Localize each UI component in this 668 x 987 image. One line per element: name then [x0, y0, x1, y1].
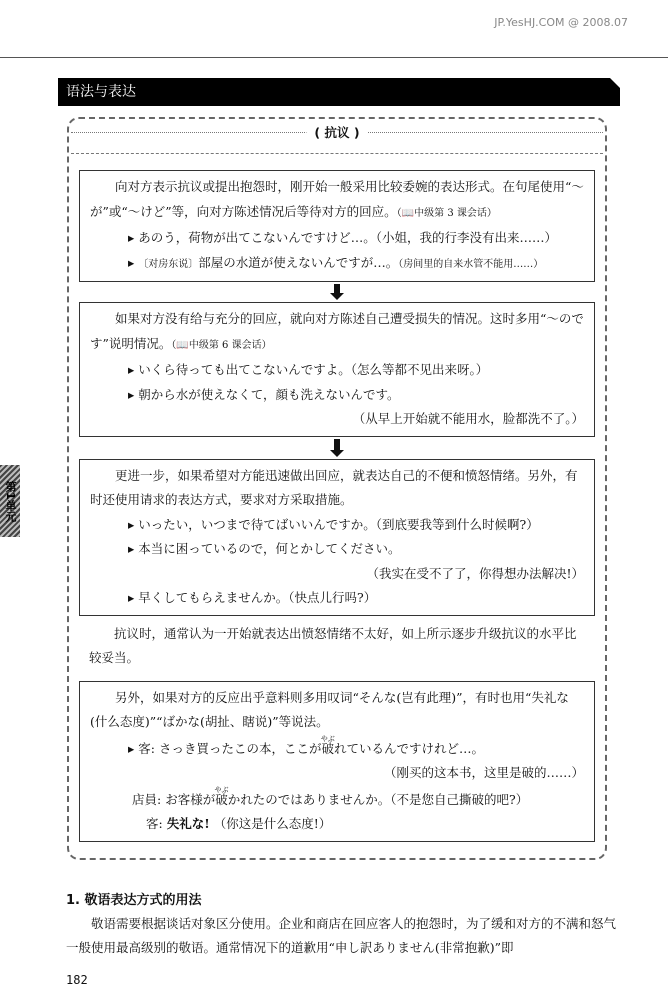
step1-box: [79, 170, 595, 282]
example-jp: 朝から水が使えなくて，顔も洗えないんです。: [138, 386, 400, 402]
protest-box: [67, 117, 607, 860]
section-bar: [58, 78, 620, 106]
step3-box: [79, 459, 595, 616]
ruby-word: [214, 785, 229, 807]
example-jp: いったい，いつまで待てばいいんですか。: [138, 516, 376, 532]
interjection-box: [79, 681, 595, 842]
down-arrow-icon: [330, 437, 344, 459]
example-item: ▸ 早くしてもらえませんか。（快点儿行吗?）: [128, 590, 377, 605]
step2-text: [90, 307, 584, 358]
step1-text: [90, 175, 584, 226]
section-text: 敬语需要根据谈话对象区分使用。企业和商店在回应客人的抱怨时，为了缓和对方的不满和怒气一般使用最高级别的敬语。通常情况下的道歉用“申し訳ありません(非常抱歉)”即: [66, 915, 617, 955]
dialog-jp: かれたのではありませんか。: [227, 791, 391, 807]
ruby-base: 破: [320, 740, 335, 756]
box-title-row: [71, 119, 603, 154]
step1-desc: 向对方表示抗议或提出抱怨时，刚开始一般采用比较委婉的表达形式。在句尾使用“～が”或“～けど”等，向对方陈述情况后等待对方的回应。: [90, 179, 584, 219]
example-jp: 部屋の水道が使えないんですが…。: [198, 254, 399, 270]
example-item: ▸ あのう，荷物が出てこないんですけど…。（小姐，我的行李没有出来……）: [128, 230, 558, 245]
dialog-line: [90, 786, 584, 813]
folded-corner-icon: [610, 78, 620, 88]
dialog-line: ▸ 客: さっき買ったこの本，ここが破やぶれているんですけれど…。: [128, 734, 484, 756]
example-cn: （小姐，我的行李没有出来……）: [375, 230, 558, 245]
example-cn: （房间里的自来水管不能用……）: [398, 258, 544, 270]
section-heading: 1. 敬语表达方式的用法: [66, 892, 202, 908]
example-cn: （到底要我等到什么时候啊?）: [375, 516, 539, 532]
example-jp: 早くしてもらえませんか。: [138, 590, 289, 605]
speaker: 客:: [146, 816, 163, 831]
example-jp: 本当に困っているので，何とかしてください。: [138, 541, 401, 556]
step1-ref: （📖中级第 3 课会话）: [396, 207, 497, 219]
box-title: ( 抗议 ): [306, 123, 367, 141]
example-item: ▸ いったい，いつまで待てばいいんですか。（到底要我等到什么时候啊?）: [128, 516, 539, 532]
dialog-jp: お客様が: [165, 791, 216, 807]
example-cn: （怎么等都不见出来呀。）: [350, 362, 489, 377]
step2-ref: （📖中级第 6 课会话）: [171, 339, 272, 351]
example-item: ▸ 朝から水が使えなくて，顔も洗えないんです。: [128, 386, 400, 402]
summary-text: 抗议时，通常认为一开始就表达出愤怒情绪不太好，如上所示逐步升级抗议的水平比较妥当。: [89, 625, 577, 665]
example-cn: （我实在受不了了，你得想办法解决!）: [366, 565, 584, 581]
example-jp: あのう，荷物が出てこないんですけど…。: [138, 230, 376, 245]
speaker: 店員:: [132, 791, 162, 807]
speaker: 客:: [138, 740, 155, 756]
step2-desc: 如果对方没有给与充分的回应，就向对方陈述自己遭受损失的情况。这时多用“～のです”说明情况。: [90, 311, 584, 351]
down-arrow-icon: [330, 282, 344, 302]
ruby-base: 破: [214, 791, 229, 807]
example-item: ▸ 本当に困っているので，何とかしてください。: [128, 541, 401, 556]
example-item: ▸ いくら待っても出てこないんですよ。（怎么等都不见出来呀。）: [128, 362, 489, 377]
dialog-jp: さっき買ったこの本，ここが: [158, 740, 322, 756]
example-cn: （从早上开始就不能用水，脸都洗不了。）: [352, 411, 584, 426]
header-rule: [0, 57, 668, 58]
ruby-text: やぶ: [320, 734, 335, 743]
summary-paragraph: [79, 616, 595, 671]
page-number: 182: [66, 972, 88, 987]
example-cn: （快点儿行吗?）: [288, 590, 377, 605]
section-bar-title: 语法与表达: [66, 84, 136, 100]
step2-box: [79, 302, 595, 437]
ruby-text: やぶ: [214, 785, 229, 794]
example-prefix: 〔对房东说〕: [138, 258, 199, 270]
example-item: ▸ 〔对房东说〕部屋の水道が使えないんですが…。（房间里的自来水管不能用……）: [128, 254, 544, 270]
dialog-jp: 失礼な!: [166, 816, 210, 831]
ruby-word: [320, 734, 335, 756]
dialog-line: [90, 812, 584, 837]
example-jp: いくら待っても出てこないんですよ。: [138, 362, 351, 377]
dialog-cn: （不是您自己撕破的吧?）: [390, 791, 529, 807]
step3-text: 更进一步，如果希望对方能迅速做出回应，就表达自己的不便和愤怒情绪。另外，有时还使用请求的表达方式，要求对方采取措施。: [90, 467, 578, 507]
page-content: [58, 78, 620, 987]
section-1: [66, 890, 620, 987]
unit-side-tab: 第1单元: [0, 465, 20, 537]
dialog-cn: （刚买的这本书，这里是破的……）: [383, 765, 584, 780]
dialog-jp: れているんですけれど…。: [333, 740, 484, 756]
interjection-text: 另外，如果对方的反应出乎意料则多用叹词“そんな(岂有此理)”，有时也用“失礼な(什么态度)”“ばかな(胡扯、瞎说)”等说法。: [90, 689, 569, 729]
watermark-header: JP.YesHJ.COM @ 2008.07: [494, 16, 628, 29]
dialog-cn: （你这是什么态度!）: [213, 816, 332, 831]
